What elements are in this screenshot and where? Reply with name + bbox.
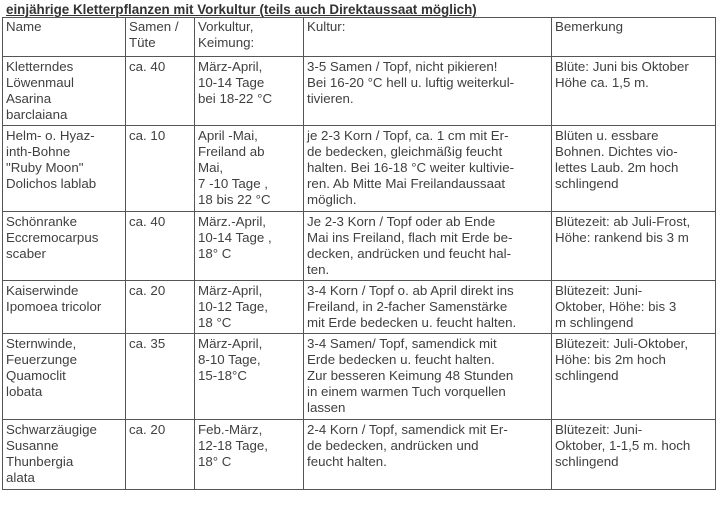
cell-line: Blütezeit: Juni- <box>555 283 643 298</box>
header-name <box>3 18 126 57</box>
cell-line: Feb.-März, <box>198 422 263 437</box>
cell-line: möglich. <box>307 192 357 208</box>
cell-seeds <box>126 334 195 420</box>
cell-line: lassen <box>307 400 346 416</box>
cell-line: ca. 10 <box>129 128 166 143</box>
cell-name <box>3 334 126 420</box>
table-header-row <box>3 18 716 57</box>
cell-line: Blütezeit: Juli-Oktober, <box>555 336 689 351</box>
cell-line: Asarina <box>6 91 52 107</box>
cell-culture <box>304 57 552 126</box>
cell-line: Thunbergia <box>6 454 74 470</box>
cell-line: Name <box>6 19 42 34</box>
cell-line: 12-18 Tage, <box>198 438 268 454</box>
cell-line: halten. Bei 16-18 °C weiter kultivie- <box>307 160 515 176</box>
cell-line: Mai ins Freiland, flach mit Erde be- <box>307 230 513 246</box>
cell-preculture <box>195 212 304 281</box>
cell-line: 2-4 Korn / Topf, samendick mit Er- <box>307 422 508 437</box>
cell-line: März-April, <box>198 336 263 351</box>
cell-line: ten. <box>307 262 330 278</box>
cell-line: mit Erde bedecken u. feucht halten. <box>307 315 517 331</box>
cell-line: 18 °C <box>198 315 232 331</box>
cell-culture <box>304 281 552 334</box>
cell-line: alata <box>6 470 35 486</box>
cell-line: Helm- o. Hyaz- <box>6 128 95 143</box>
cell-line: schlingend <box>555 454 619 470</box>
cell-line: Samen / <box>129 19 179 34</box>
cell-name <box>3 126 126 212</box>
cell-line: schlingend <box>555 368 619 384</box>
cell-line: 18 bis 22 °C <box>198 192 271 208</box>
cell-line: feucht halten. <box>307 454 387 470</box>
cell-line: 8-10 Tage, <box>198 352 261 368</box>
cell-line: ca. 40 <box>129 214 166 229</box>
cell-line: Löwenmaul <box>6 75 75 91</box>
cell-line: Erde bedecken u. feucht halten. <box>307 352 495 368</box>
cell-line: März-April, <box>198 59 263 74</box>
table-row <box>3 126 716 212</box>
cell-line: 3-5 Samen / Topf, nicht pikieren! <box>307 59 498 74</box>
header-culture <box>304 18 552 57</box>
cell-line: 3-4 Korn / Topf o. ab April direkt ins <box>307 283 514 298</box>
cell-line: 18° C <box>198 454 232 470</box>
cell-preculture <box>195 281 304 334</box>
cell-line: Kultur: <box>307 19 346 34</box>
cell-line: "Ruby Moon" <box>6 160 84 176</box>
cell-line: scaber <box>6 246 46 262</box>
cell-seeds <box>126 281 195 334</box>
cell-line: de bedecken, gleichmäßig feucht <box>307 144 503 160</box>
cell-line: Keimung: <box>198 35 255 51</box>
cell-line: März.-April, <box>198 214 266 229</box>
cell-remark <box>552 420 716 490</box>
cell-line: 10-12 Tage, <box>198 299 268 315</box>
table-row <box>3 281 716 334</box>
cell-line: Blüten u. essbare <box>555 128 659 143</box>
cell-line: Zur besseren Keimung 48 Stunden <box>307 368 514 384</box>
table-row <box>3 212 716 281</box>
cell-line: 10-14 Tage , <box>198 230 272 246</box>
cell-culture <box>304 126 552 212</box>
cell-line: ren. Ab Mitte Mai Freilandaussaat <box>307 176 506 192</box>
header-preculture <box>195 18 304 57</box>
cell-line: Vorkultur, <box>198 19 254 34</box>
cell-line: Höhe ca. 1,5 m. <box>555 75 649 91</box>
cell-line: Oktober, Höhe: bis 3 <box>555 299 677 315</box>
cell-line: m schlingend <box>555 315 634 331</box>
cell-line: ca. 35 <box>129 336 166 351</box>
cell-preculture <box>195 57 304 126</box>
cell-line: 7 -10 Tage , <box>198 176 268 192</box>
cell-line: inth-Bohne <box>6 144 71 160</box>
cell-line: Blüte: Juni bis Oktober <box>555 59 689 74</box>
cell-line: de bedecken, andrücken und <box>307 438 479 454</box>
cell-line: Eccremocarpus <box>6 230 99 246</box>
header-remark <box>552 18 716 57</box>
cell-remark <box>552 334 716 420</box>
cell-line: Ipomoea tricolor <box>6 299 102 315</box>
cell-line: schlingend <box>555 176 619 192</box>
cell-line: Schwarzäugige <box>6 422 97 437</box>
cell-name <box>3 57 126 126</box>
cell-line: Kaiserwinde <box>6 283 79 298</box>
cell-line: lettes Laub. 2m hoch <box>555 160 679 176</box>
cell-line: Bemerkung <box>555 19 623 34</box>
cell-preculture <box>195 420 304 490</box>
cell-line: ca. 20 <box>129 422 166 437</box>
cell-line: 10-14 Tage <box>198 75 265 91</box>
cell-line: barclaiana <box>6 107 68 123</box>
cell-line: Kletterndes <box>6 59 74 74</box>
table-title: einjährige Kletterpflanzen mit Vorkultur (teils auch Direktaussaat möglich) <box>6 2 477 17</box>
cell-line: bei 18-22 °C <box>198 91 273 107</box>
cell-line: 15-18°C <box>198 368 247 384</box>
table-row <box>3 334 716 420</box>
cell-seeds <box>126 57 195 126</box>
cell-seeds <box>126 126 195 212</box>
cell-culture <box>304 212 552 281</box>
cell-line: März-April, <box>198 283 263 298</box>
cell-remark <box>552 57 716 126</box>
cell-line: Je 2-3 Korn / Topf oder ab Ende <box>307 214 496 229</box>
cell-line: Blütezeit: Juni- <box>555 422 643 437</box>
cell-seeds <box>126 212 195 281</box>
cell-line: Feuerzunge <box>6 352 77 368</box>
plant-table-body <box>3 18 716 490</box>
cell-line: lobata <box>6 384 43 400</box>
cell-line: Höhe: rankend bis 3 m <box>555 230 689 246</box>
cell-line: tivieren. <box>307 91 354 107</box>
cell-seeds <box>126 420 195 490</box>
cell-line: Schönranke <box>6 214 77 229</box>
cell-preculture <box>195 334 304 420</box>
cell-line: Quamoclit <box>6 368 66 384</box>
cell-culture <box>304 420 552 490</box>
cell-line: Oktober, 1-1,5 m. hoch <box>555 438 691 454</box>
cell-line: 18° C <box>198 246 232 262</box>
cell-line: April -Mai, <box>198 128 258 143</box>
cell-line: Mai, <box>198 160 224 176</box>
cell-line: Susanne <box>6 438 59 454</box>
table-row <box>3 57 716 126</box>
table-row <box>3 420 716 490</box>
cell-preculture <box>195 126 304 212</box>
header-seeds <box>126 18 195 57</box>
cell-name <box>3 212 126 281</box>
cell-line: Dolichos lablab <box>6 176 97 192</box>
cell-line: Bohnen. Dichtes vio- <box>555 144 678 160</box>
cell-line: ca. 20 <box>129 283 166 298</box>
plant-table <box>2 17 716 490</box>
cell-line: Bei 16-20 °C hell u. luftig weiterkul- <box>307 75 515 91</box>
cell-line: Freiland ab <box>198 144 265 160</box>
cell-remark <box>552 212 716 281</box>
cell-name <box>3 420 126 490</box>
cell-line: 3-4 Samen/ Topf, samendick mit <box>307 336 497 351</box>
cell-remark <box>552 281 716 334</box>
cell-line: Tüte <box>129 35 156 51</box>
cell-line: decken, andrücken und feucht hal- <box>307 246 512 262</box>
cell-line: ca. 40 <box>129 59 166 74</box>
cell-remark <box>552 126 716 212</box>
cell-line: je 2-3 Korn / Topf, ca. 1 cm mit Er- <box>307 128 509 143</box>
cell-line: Sternwinde, <box>6 336 77 351</box>
cell-line: Freiland, in 2-facher Samenstärke <box>307 299 508 315</box>
cell-line: Höhe: bis 2m hoch <box>555 352 666 368</box>
cell-line: in einem warmen Tuch vorquellen <box>307 384 506 400</box>
cell-name <box>3 281 126 334</box>
cell-line: Blütezeit: ab Juli-Frost, <box>555 214 691 229</box>
cell-culture <box>304 334 552 420</box>
